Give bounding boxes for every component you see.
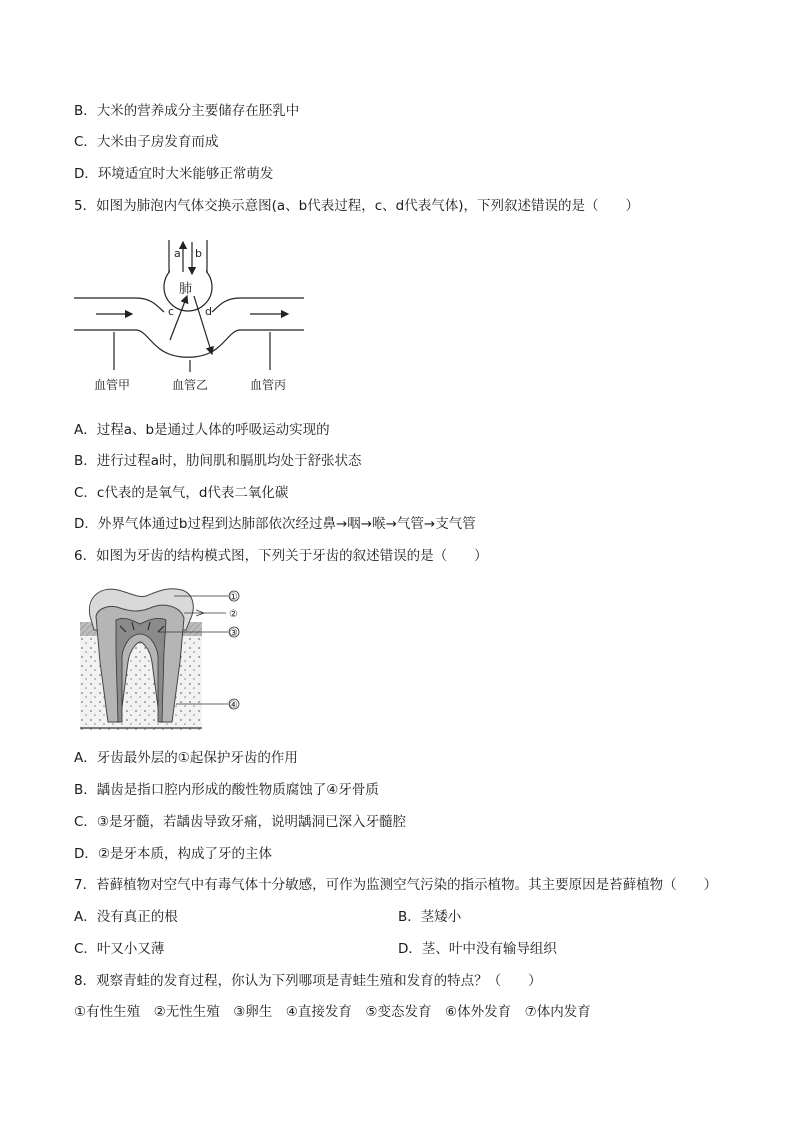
q6-option-b: B．龋齿是指口腔内形成的酸性物质腐蚀了④牙骨质 xyxy=(74,782,379,798)
q5-stem: 5．如图为肺泡内气体交换示意图(a、b代表过程，c、d代表气体)，下列叙述错误的是（ ） xyxy=(74,198,639,214)
label-vessel-jia: 血管甲 xyxy=(94,378,131,392)
label-d: d xyxy=(205,305,212,318)
q7-option-a: A．没有真正的根 xyxy=(74,909,178,925)
alveolus-gas-exchange-diagram xyxy=(74,232,314,400)
q5-option-a: A．过程a、b是通过人体的呼吸运动实现的 xyxy=(74,422,330,438)
q6-option-c: C．③是牙髓，若龋齿导致牙痛，说明龋洞已深入牙髓腔 xyxy=(74,814,407,830)
q5-option-d: D．外界气体通过b过程到达肺部依次经过鼻→咽→喉→气管→支气管 xyxy=(74,516,476,532)
label-4: ④ xyxy=(229,700,238,711)
label-c: c xyxy=(168,305,175,318)
label-1: ① xyxy=(229,592,238,603)
q6-option-d: D．②是牙本质，构成了牙的主体 xyxy=(74,846,272,862)
q5-option-c: C．c代表的是氧气，d代表二氧化碳 xyxy=(74,485,289,501)
q7-option-d: D．茎、叶中没有输导组织 xyxy=(398,941,557,957)
label-3: ③ xyxy=(229,628,238,639)
q7-stem: 7．苔藓植物对空气中有毒气体十分敏感，可作为监测空气污染的指示植物。其主要原因是苔藓植物（ ） xyxy=(74,877,718,893)
q6-stem: 6．如图为牙齿的结构模式图，下列关于牙齿的叙述错误的是（ ） xyxy=(74,548,488,564)
label-lung: 肺 xyxy=(179,282,193,297)
q4-option-b: B．大米的营养成分主要储存在胚乳中 xyxy=(74,103,300,119)
label-vessel-bing: 血管丙 xyxy=(250,378,287,392)
label-b: b xyxy=(195,247,202,260)
q7-option-b: B．茎矮小 xyxy=(398,909,462,925)
q8-stem: 8．观察青蛙的发育过程，你认为下列哪项是青蛙生殖和发育的特点？（ ） xyxy=(74,973,542,989)
tooth-structure-diagram xyxy=(80,582,250,734)
q7-option-c: C．叶又小又薄 xyxy=(74,941,165,957)
label-vessel-yi: 血管乙 xyxy=(172,378,209,392)
label-2: ② xyxy=(229,609,238,620)
q6-option-a: A．牙齿最外层的①起保护牙齿的作用 xyxy=(74,750,298,766)
q4-option-c: C．大米由子房发育而成 xyxy=(74,134,219,150)
q8-choices: ①有性生殖 ②无性生殖 ③卵生 ④直接发育 ⑤变态发育 ⑥体外发育 ⑦体内发育 xyxy=(74,1004,591,1020)
label-a: a xyxy=(174,247,181,260)
q5-option-b: B．进行过程a时，肋间肌和膈肌均处于舒张状态 xyxy=(74,453,362,469)
q4-option-d: D．环境适宜时大米能够正常萌发 xyxy=(74,166,274,182)
